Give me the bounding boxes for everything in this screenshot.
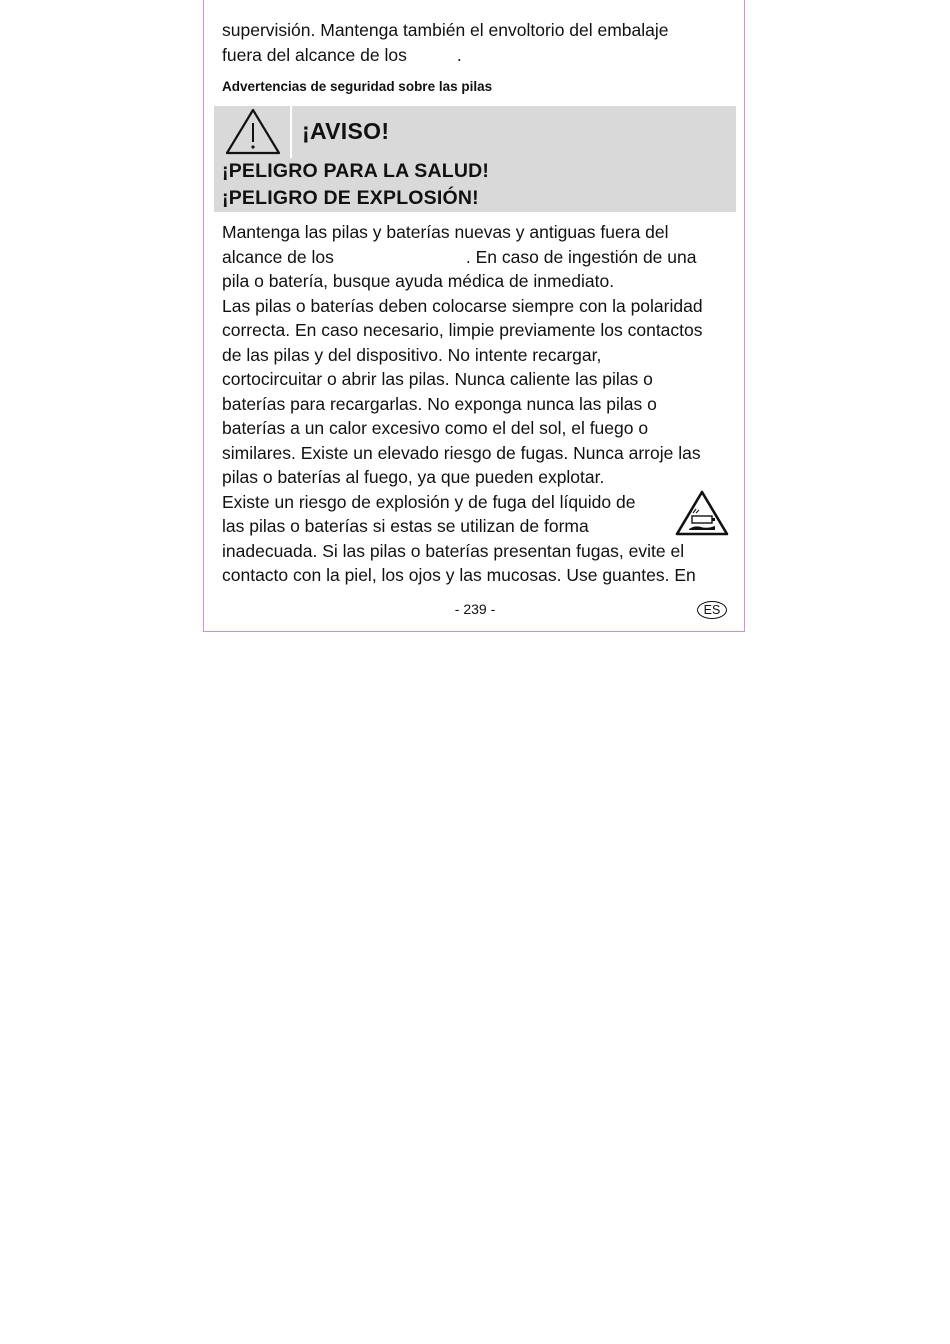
body-line: Mantenga las pilas y baterías nuevas y antiguas fuera del — [222, 222, 669, 242]
body-line: baterías a un calor excesivo como el del sol, el fuego o — [222, 418, 649, 438]
warning-triangle-icon — [214, 106, 292, 158]
body-line: correcta. En caso necesario, limpie previamente los contactos — [222, 320, 703, 340]
intro-line-2 — [222, 43, 727, 68]
intro-line-1: supervisión. Mantenga también el envoltorio del embalaje — [222, 20, 669, 40]
body-line-start: alcance de los — [222, 246, 334, 267]
body-line: cortocircuitar o abrir las pilas. Nunca caliente las pilas o — [222, 369, 653, 389]
section-heading: Advertencias de seguridad sobre las pilas — [222, 79, 493, 94]
body-line: Existe un riesgo de explosión y de fuga del líquido de — [222, 491, 636, 512]
language-badge: ES — [697, 601, 727, 619]
corrosive-hazard-icon — [675, 489, 729, 537]
body-line: Las pilas o baterías deben colocarse siempre con la polaridad — [222, 295, 703, 316]
body-line-end: . En caso de ingestión de una — [465, 246, 697, 267]
body-line: contacto con la piel, los ojos y las mucosas. Use guantes. En — [222, 565, 696, 585]
body-line: baterías para recargarlas. No exponga nunca las pilas o — [222, 393, 657, 414]
intro-line-2-start: fuera del alcance de los — [222, 44, 407, 65]
warning-explosion: ¡PELIGRO DE EXPLOSIÓN! — [222, 187, 479, 209]
intro-line-2-end: . — [456, 44, 462, 65]
warning-box — [214, 106, 736, 212]
page-number: - 239 - — [454, 601, 496, 617]
body-line: similares. Existe un elevado riesgo de fugas. Nunca arroje las — [222, 442, 701, 463]
body-line: pilas o baterías al fuego, ya que pueden explotar. — [222, 467, 605, 487]
body-line: las pilas o baterías si estas se utilizan de forma — [222, 516, 589, 536]
warning-title: ¡AVISO! — [302, 118, 390, 144]
body-line: pila o batería, busque ayuda médica de inmediato. — [222, 271, 615, 291]
body-line — [222, 245, 727, 270]
intro-paragraph — [222, 18, 727, 67]
body-line: inadecuada. Si las pilas o baterías presentan fugas, evite el — [222, 540, 685, 561]
warning-health: ¡PELIGRO PARA LA SALUD! — [222, 160, 490, 182]
body-line: de las pilas y del dispositivo. No intente recargar, — [222, 344, 602, 365]
battery-safety-text — [222, 220, 727, 588]
